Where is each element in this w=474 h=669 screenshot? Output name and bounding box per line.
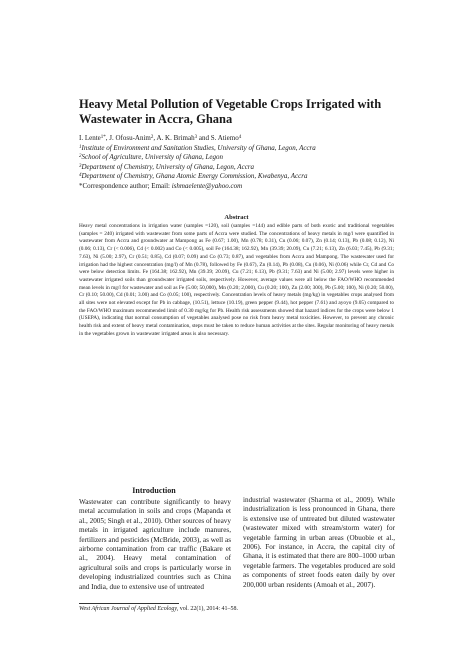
author-sup: 3 (194, 135, 198, 140)
author-block (79, 134, 419, 192)
journal-footer (79, 605, 399, 613)
correspondence (79, 182, 419, 192)
affiliation (79, 172, 419, 182)
footer-rule (79, 603, 179, 604)
affiliation-text: School of Agriculture, University of Ghana, Legon (81, 153, 224, 162)
affiliation (79, 144, 419, 154)
introduction-left-column: Wastewater can contribute significantly to heavy metal accumulation in soils and crops (Mapanda et al., 2005; Singh et al., 2010). Other sources of heavy metals in irrigated agriculture include manures, fertilizers and pesticides (McBride, 2003), as well as airborne contamination from car traffic (Bakare et al., 2004). Heavy metal contamination of agricultural soils and crops is particularly worse in developing industrialized countries such as China and India, due to extensive use of untreated (79, 498, 231, 591)
journal-name: West African Journal of Applied Ecology, (79, 606, 179, 612)
affiliation-text: Institute of Environment and Sanitation Studies, University of Ghana, Legon, Accra (81, 143, 316, 152)
affiliation-text: Department of Chemistry, University of Ghana, Legon, Accra (81, 162, 255, 171)
journal-volume: vol. 22(1), 2014: 41–58. (178, 606, 239, 612)
affiliation (79, 163, 419, 173)
author-name: I. Lente (79, 134, 101, 142)
author-name: , A. K. Brimah (153, 134, 195, 142)
affiliation-sup: 2 (79, 154, 82, 160)
abstract-text: Heavy metal concentrations in irrigation water (samples =120), soil (samples =144) and edible parts of both exotic and traditional vegetables (samples = 240) irrigated with wastewater from some parts of Accra were studied. The concentrations of heavy metals in mg/l were quantified in wastewater from Accra and groundwater at Mampong as Fe (0.67; 1.00), Mn (0.78; 0.31), Cu (0.06; 0.07), Zn (0.14; 0.13), Pb (0.08; 0.12), Ni (0.06; 0.13), Cr (< 0.006), Cd (< 0.002) and Co (< 0.005), soil Fe (164.38; 162.92), Mn (39.39; 20.09), Cu (7.21; 6.13), Zn (6.03; 7.45), Pb (9.31; 7.63), Ni (5.00; 2.97), Cr (0.51; 0.85), Cd (0.07; 0.09) and Co (0.73; 0.87), and vegetables from Accra and Mampong. The wastewater used for irrigation had the highest concentration (mg/l) of Mn (0.78), followed by Fe (0.67), Zn (0.14), Pb (0.08), Cu (0.06), Ni (0.06) while Cr, Cd and Co were below detection limits. Fe (164.38; 162.92), Mn (39.39; 20.09), Cu (7.21; 6.13), Pb (9.31; 7.63) and Ni (5.00; 2.97) levels were higher in wastewater irrigated soils than groundwater irrigated soils, respectively. However, average values were all below the FAO/WHO recommended mean levels in mg/l for wastewater and soil as Fe (5.00; 50,000), Mn (0.20; 2,000), Cu (0.20; 100), Zn (2.00; 300), Pb (5.00; 100), Ni (0.20; 50.00), Cr (0.10; 50.00), Cd (0.01; 3.00) and Co (0.05; 100), respectively. Concentration levels of heavy metals (mg/kg) in vegetables crops analysed from all sites were not elevated except for Pb in cabbage, (10.51), lettuce (10.19), green pepper (9.44), hot pepper (7.61) and ayoyo (9.05) compared to the FAO/WHO maximum recommended limit of 0.30 mg/kg for Pb. Health risk assessments showed that hazard indices for the crops were below 1 (USEPA), indicating that normal consumption of vegetables analysed pose no risk from heavy metal toxicities. However, to prevent any chronic health risk and extent of heavy metal contamination, steps must be taken to reduce human activities at the sites. Regular monitoring of heavy metals in the vegetables grown in wastewater irrigated areas is also necessary. (79, 223, 394, 337)
author-sup: 2 (150, 135, 154, 140)
affiliation-sup: 1 (79, 144, 82, 150)
correspondence-email[interactable]: ishmaelente@yahoo.com (171, 181, 243, 190)
affiliation-sup: 4 (79, 173, 82, 179)
introduction-right-column: industrial wastewater (Sharma et al., 2009). While industrialization is less pronounced in Ghana, there is extensive use of untreated but diluted wastewater (wastewater mixed with stream/storm water) for vegetable farming in urban areas (Obuobie et al., 2006). For instance, in Accra, the capital city of Ghana, it is estimated that there are 800–1000 urban vegetable farmers. The vegetables produced are sold as components of street foods eaten daily by over 200,000 urban residents (Amoah et al., 2007). (243, 496, 395, 589)
abstract-heading: Abstract (224, 214, 249, 221)
author-names (79, 134, 419, 144)
author-name: and S. Atiemo (197, 134, 239, 142)
author-name: , J. Ofosu-Anim (105, 134, 151, 142)
author-sup: 4 (238, 135, 242, 140)
introduction-heading: Introduction (132, 486, 176, 495)
paper-title: Heavy Metal Pollution of Vegetable Crops Irrigated with Wastewater in Accra, Ghana (79, 97, 382, 126)
affiliation (79, 153, 419, 163)
affiliation-sup: 3 (79, 163, 82, 169)
author-sup: 1* (100, 135, 106, 140)
affiliation-text: Department of Chemistry, Ghana Atomic Energy Commission, Kwabenya, Accra (81, 172, 308, 181)
correspondence-label: *Correspondence author; Email: (79, 181, 172, 190)
